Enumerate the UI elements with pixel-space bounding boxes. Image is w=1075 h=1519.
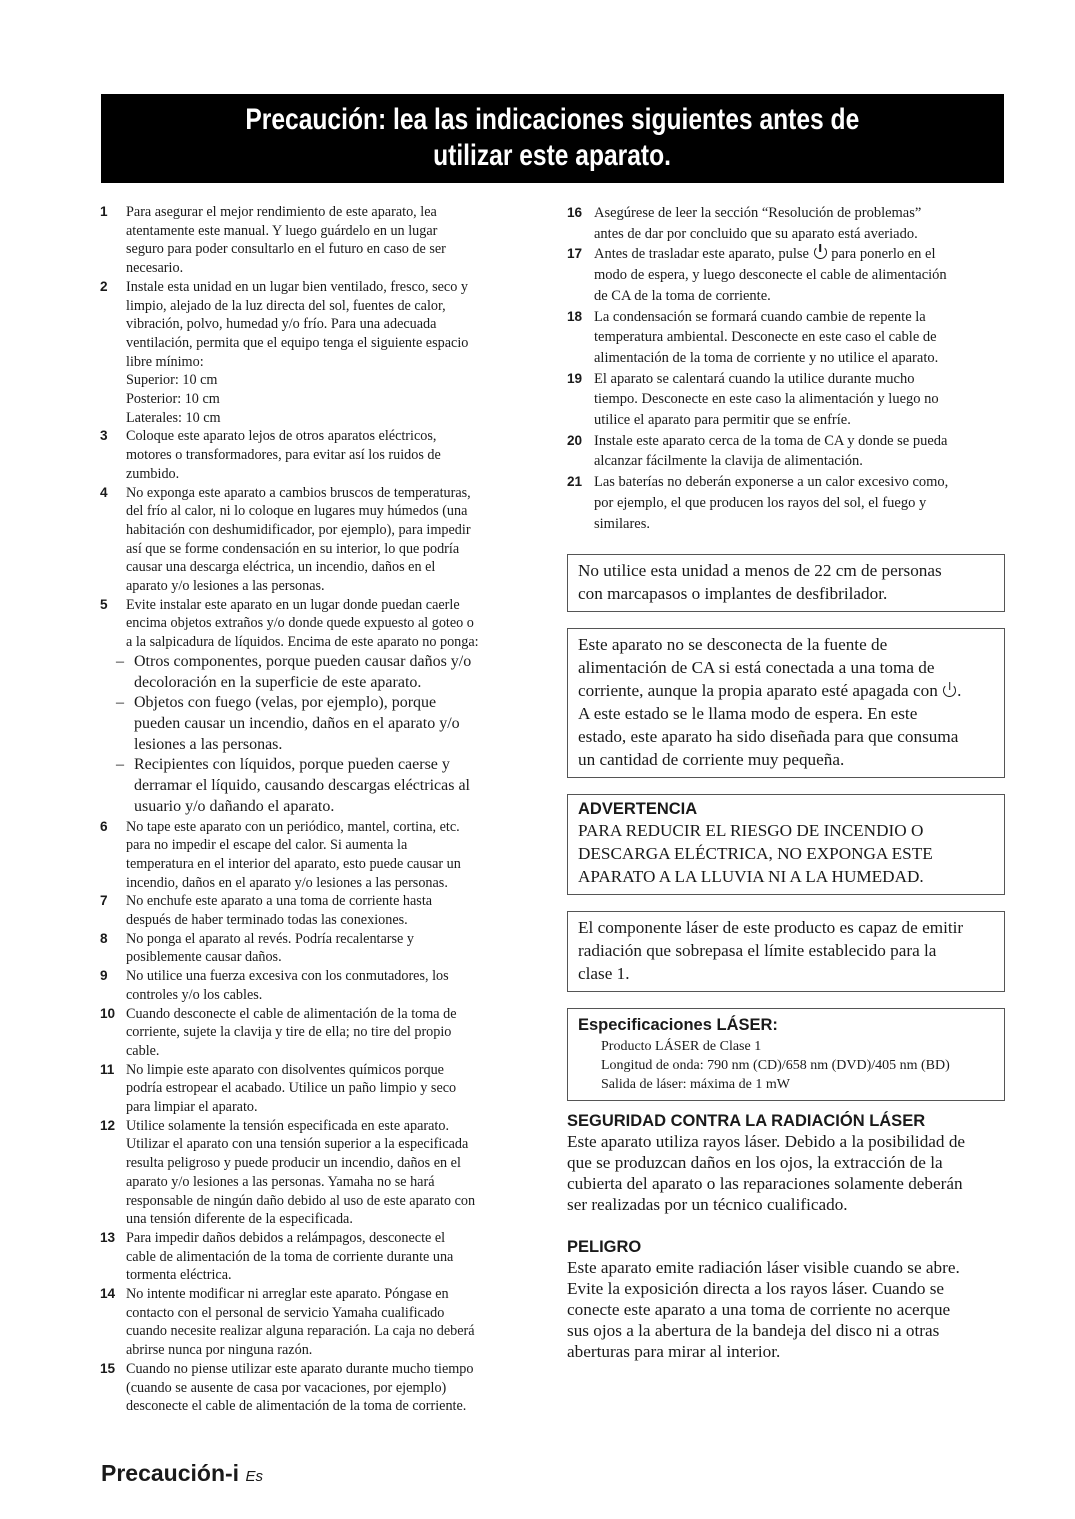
item-number: 19: [567, 370, 583, 386]
item-line: controles y/o los cables.: [126, 986, 263, 1003]
pacemaker-notice-box: [567, 554, 1005, 612]
laser-line: radiación que sobrepasa el límite establecido para la: [578, 941, 937, 961]
numbered-item: [100, 1117, 540, 1229]
sub-item-line: usuario y/o dañando el aparato.: [134, 797, 335, 815]
laser-line: clase 1.: [578, 964, 630, 984]
item-text: [126, 1005, 540, 1061]
item-line: resulta peligroso y puede producir un incendio, daños en el: [126, 1155, 461, 1172]
warning-box: [567, 794, 1005, 895]
item-number: 6: [100, 818, 108, 834]
item-number: 11: [100, 1061, 115, 1077]
item-line: Cuando no piense utilizar este aparato durante mucho tiempo: [126, 1360, 474, 1377]
item-line: Para impedir daños debidos a relámpagos, desconecte el: [126, 1229, 446, 1246]
numbered-item: [100, 1229, 540, 1285]
item-line: corriente, sujete la clavija y tire de ella; no tire del propio: [126, 1024, 452, 1041]
item-line: cuando necesite realizar alguna reparación. La caja no deberá: [126, 1323, 475, 1340]
item-number: 1: [100, 204, 108, 219]
numbered-item: [100, 278, 540, 428]
item-line: Cuando desconecte el cable de alimentación de la toma de: [126, 1005, 457, 1022]
item-number: 16: [567, 205, 583, 220]
numbered-item: [567, 203, 1005, 244]
item-line: aparato y/o lesiones a las personas.: [126, 578, 325, 595]
item-line: alimentación de la toma de corriente y no utilice el aparato.: [594, 349, 939, 366]
power-icon: [814, 246, 827, 259]
footer-label: Precaución-i: [101, 1460, 240, 1486]
spec-line: Producto LÁSER de Clase 1: [601, 1039, 762, 1055]
item-line: así que se forme condensación en su interior, lo que podría: [126, 540, 460, 557]
item-line: para no impedir el escape del calor. Si aumenta la: [126, 837, 408, 854]
numbered-item: [100, 1285, 540, 1360]
item-line: por ejemplo, el que producen los rayos del sol, el fuego y: [594, 494, 927, 511]
item-number: 9: [100, 968, 108, 984]
item-number: 2: [100, 278, 108, 294]
sub-item: [116, 693, 540, 755]
item-number: 13: [100, 1229, 116, 1245]
pacemaker-line: con marcapasos o implantes de desfibrilador.: [578, 584, 888, 604]
numbered-item: [567, 244, 1005, 306]
sub-item-line: Otros componentes, porque pueden causar daños y/o: [134, 652, 472, 670]
item-text: [126, 484, 540, 596]
item-text: [594, 369, 1005, 431]
item-line: habitación con deshumidificador, por ejemplo), para impedir: [126, 521, 471, 538]
item-text: [594, 472, 1005, 534]
item-line: No exponga este aparato a cambios bruscos de temperaturas,: [126, 484, 471, 501]
item-line: Utilice solamente la tensión especificada en este aparato.: [126, 1117, 450, 1134]
danger-line: sus ojos a la abertura de la bandeja del disco ni a otras: [567, 1321, 940, 1341]
item-text: [126, 1061, 540, 1117]
radiation-line: Este aparato utiliza rayos láser. Debido a la posibilidad de: [567, 1132, 966, 1152]
danger-section: [567, 1237, 1005, 1362]
item-number: 10: [100, 1005, 116, 1021]
sub-item: [116, 755, 540, 817]
item-text-a: Antes de trasladar este aparato, pulse: [594, 246, 813, 263]
footer-language: Es: [245, 1468, 263, 1485]
item-line: No tape este aparato con un periódico, mantel, cortina, etc.: [126, 818, 460, 835]
item-line: de CA de la toma de corriente.: [594, 287, 771, 304]
sub-item-line: Recipientes con líquidos, porque pueden caerse y: [134, 756, 450, 774]
danger-line: conecte este aparato a una toma de corriente no acerque: [567, 1300, 951, 1320]
item-line: cable.: [126, 1042, 160, 1059]
spec-line: Salida de láser: máxima de 1 mW: [601, 1077, 790, 1093]
numbered-item: [100, 1005, 540, 1061]
item-line: Instale esta unidad en un lugar bien ventilado, fresco, seco y: [126, 278, 468, 295]
item-line: cable de alimentación de la toma de corriente durante una: [126, 1248, 454, 1265]
item-text: [126, 1360, 540, 1416]
item-text: [594, 307, 1005, 369]
item-line: ventilación, permita que el equipo tenga el siguiente espacio: [126, 334, 469, 351]
item-line: posiblemente causar daños.: [126, 949, 282, 966]
item-line: vibración, polvo, humedad y/o frío. Para una adecuada: [126, 316, 437, 333]
item-line: abrirse nunca por ninguna razón.: [126, 1342, 313, 1359]
item-text: [126, 203, 540, 278]
item-line: desconecte el cable de alimentación de la toma de corriente.: [126, 1398, 467, 1415]
title-line-1: Precaución: lea las indicaciones siguientes antes de: [245, 103, 860, 136]
standby-text-b: .: [957, 681, 962, 701]
numbered-item: [567, 472, 1005, 534]
power-icon: [943, 684, 956, 697]
standby-text-a: corriente, aunque la propia aparato esté apagada con: [578, 681, 943, 701]
left-column: [100, 203, 540, 1416]
danger-line: aberturas para mirar al interior.: [567, 1342, 781, 1362]
sub-item-dash: –: [116, 756, 124, 774]
item-line: El aparato se calentará cuando la utilice durante mucho: [594, 370, 915, 387]
laser-line: El componente láser de este producto es capaz de emitir: [578, 918, 964, 938]
item-line: del frío al calor, ni lo coloque en lugares muy húmedos (una: [126, 503, 468, 520]
radiation-heading: SEGURIDAD CONTRA LA RADIACIÓN LÁSER: [567, 1112, 926, 1131]
sub-item-text: [134, 652, 540, 693]
standby-line: un cantidad de corriente muy pequeña.: [578, 750, 845, 770]
warning-line: APARATO A LA LLUVIA NI A LA HUMEDAD.: [578, 867, 924, 887]
item-text: [594, 244, 1005, 306]
item-line: Evite instalar este aparato en un lugar donde puedan caerle: [126, 596, 460, 613]
numbered-item: [100, 427, 540, 483]
item-number: 15: [100, 1360, 116, 1376]
standby-line: estado, este aparato ha sido diseñada para que consuma: [578, 727, 959, 747]
sub-item-text: [134, 693, 540, 755]
danger-line: Evite la exposición directa a los rayos láser. Cuando se: [567, 1279, 945, 1299]
sub-item-text: [134, 755, 540, 817]
item-line: Posterior: 10 cm: [126, 391, 220, 408]
item-line: motores o transformadores, para evitar así los ruidos de: [126, 447, 441, 464]
numbered-item: [100, 484, 540, 596]
danger-heading: PELIGRO: [567, 1238, 642, 1257]
item-line: No limpie este aparato con disolventes químicos porque: [126, 1061, 444, 1078]
item-text: [126, 1229, 540, 1285]
numbered-item: [100, 203, 540, 278]
item-line: seguro para poder consultarlo en el futuro en caso de ser: [126, 241, 446, 258]
item-line: causar una descarga eléctrica, un incendio, daños en el: [126, 559, 436, 576]
pacemaker-line: No utilice esta unidad a menos de 22 cm de personas: [578, 561, 942, 581]
sub-item-line: decoloración en la superficie de este aparato.: [134, 673, 422, 691]
warning-line: DESCARGA ELÉCTRICA, NO EXPONGA ESTE: [578, 844, 933, 864]
item-number: 5: [100, 596, 108, 612]
item-line: tiempo. Desconecte en este caso la alimentación y luego no: [594, 391, 939, 408]
item-number: 12: [100, 1117, 116, 1133]
radiation-line: ser realizadas por un técnico cualificado.: [567, 1195, 848, 1215]
item-line: una tensión diferente de la especificada.: [126, 1211, 353, 1228]
item-line: temperatura en el interior del aparato, esto puede causar un: [126, 855, 461, 872]
numbered-item: [100, 1061, 540, 1117]
item-number: 18: [567, 308, 583, 324]
item-line: Laterales: 10 cm: [126, 409, 221, 426]
right-column: [567, 203, 1005, 1362]
item-line: responsable de ningún daño debido al uso de este aparato con: [126, 1192, 476, 1209]
right-item-list: [567, 203, 1005, 534]
item-number: 14: [100, 1286, 116, 1302]
item-line: limpio, alejado de la luz directa del sol, fuentes de calor,: [126, 297, 446, 314]
numbered-item: [100, 596, 540, 818]
numbered-item: [567, 431, 1005, 472]
item-line: temperatura ambiental. Desconecte en este caso el cable de: [594, 329, 937, 346]
item-line: La condensación se formará cuando cambie de repente la: [594, 308, 926, 325]
item-text: [594, 431, 1005, 472]
title-line-2: utilizar este aparato.: [433, 139, 672, 172]
danger-paragraph: [567, 1257, 1005, 1362]
item-number: 21: [567, 474, 583, 490]
sub-item-dash: –: [116, 652, 124, 670]
item-line: aparato y/o lesiones a las personas. Yamaha no se hará: [126, 1173, 435, 1190]
item-line: similares.: [594, 515, 650, 532]
item-line: utilice el aparato para permitir que se enfríe.: [594, 412, 851, 429]
numbered-item: [100, 967, 540, 1004]
standby-line: A este estado se le llama modo de espera. En este: [578, 704, 918, 724]
radiation-line: cubierta del aparato o las reparaciones solamente deberán: [567, 1174, 963, 1194]
sub-item-line: lesiones a las personas.: [134, 735, 283, 753]
item-line: después de haber terminado todas las conexiones.: [126, 912, 408, 929]
sub-item: [116, 652, 540, 693]
item-line: libre mínimo:: [126, 353, 204, 370]
item-line: tormenta eléctrica.: [126, 1267, 232, 1284]
item-number: 17: [567, 246, 583, 262]
item-line: encima objetos extraños y/o donde quede expuesto al goteo o: [126, 615, 474, 632]
numbered-item: [100, 1360, 540, 1416]
item-line: zumbido.: [126, 465, 180, 482]
sub-item-line: pueden causar un incendio, daños en el aparato y/o: [134, 714, 460, 732]
item-line: alcanzar fácilmente la clavija de alimentación.: [594, 453, 863, 470]
numbered-item: [100, 818, 540, 893]
standby-line-with-icon: [578, 679, 994, 702]
item-line: incendio, daños en el aparato y/o lesiones a las personas.: [126, 874, 448, 891]
item-line: Las baterías no deberán exponerse a un calor excesivo como,: [594, 474, 949, 491]
radiation-paragraph: [567, 1131, 1005, 1215]
sub-item-line: derramar el líquido, causando descargas eléctricas al: [134, 777, 470, 795]
item-line: a la salpicadura de líquidos. Encima de este aparato no ponga:: [126, 634, 479, 651]
item-text: [126, 892, 540, 929]
item-line: Superior: 10 cm: [126, 372, 218, 389]
item-text-b: para ponerlo en el: [827, 246, 936, 263]
warning-heading: ADVERTENCIA: [578, 800, 698, 819]
item-line: No ponga el aparato al revés. Podría recalentarse y: [126, 930, 414, 947]
item-line: para limpiar el aparato.: [126, 1099, 258, 1116]
item-text: [126, 278, 540, 428]
item-text: [126, 930, 540, 967]
item-line: atentamente este manual. Y luego guárdelo en un lugar: [126, 222, 438, 239]
item-text: [126, 967, 540, 1004]
radiation-line: que se produzcan daños en los ojos, la extracción de la: [567, 1153, 943, 1173]
laser-class-box: [567, 911, 1005, 992]
item-line-with-icon: [594, 244, 1005, 265]
title-banner: [101, 94, 1004, 183]
item-line: No intente modificar ni arreglar este aparato. Póngase en: [126, 1286, 449, 1303]
laser-specs-box: [567, 1008, 1005, 1101]
danger-line: Este aparato emite radiación láser visible cuando se abre.: [567, 1258, 960, 1278]
spec-line: Longitud de onda: 790 nm (CD)/658 nm (DVD)/405 nm (BD): [601, 1058, 950, 1074]
item-text: [126, 818, 540, 893]
item-line: Utilizar el aparato con una tensión superior a la especificada: [126, 1136, 469, 1153]
item-line: No enchufe este aparato a una toma de corriente hasta: [126, 893, 433, 910]
laser-specs-heading: Especificaciones LÁSER:: [578, 1016, 778, 1035]
sub-item-line: Objetos con fuego (velas, por ejemplo), porque: [134, 694, 437, 712]
standby-notice-box: [567, 628, 1005, 778]
item-number: 4: [100, 484, 108, 500]
numbered-item: [567, 307, 1005, 369]
item-line: modo de espera, y luego desconecte el cable de alimentación: [594, 267, 947, 284]
warning-line: PARA REDUCIR EL RIESGO DE INCENDIO O: [578, 821, 924, 841]
item-line: Para asegurar el mejor rendimiento de este aparato, lea: [126, 204, 437, 220]
item-text: [126, 1117, 540, 1229]
radiation-safety-section: [567, 1111, 1005, 1215]
item-line: podría estropear el acabado. Utilice un paño limpio y seco: [126, 1080, 457, 1097]
item-text: [126, 427, 540, 483]
item-line: Instale este aparato cerca de la toma de CA y donde se pueda: [594, 432, 948, 449]
numbered-item: [567, 369, 1005, 431]
item-number: 8: [100, 930, 108, 946]
item-line: Asegúrese de leer la sección “Resolución de problemas”: [594, 205, 922, 221]
page-footer: [101, 1460, 263, 1487]
item-number: 3: [100, 428, 108, 444]
item-text: [126, 1285, 540, 1360]
item-line: antes de dar por concluido que su aparato está averiado.: [594, 225, 918, 242]
numbered-item: [100, 892, 540, 929]
item-text: [116, 596, 540, 818]
numbered-item: [100, 930, 540, 967]
item-line: Coloque este aparato lejos de otros aparatos eléctricos,: [126, 428, 437, 445]
item-number: 20: [567, 432, 583, 448]
item-number: 7: [100, 893, 108, 909]
item-line: No utilice una fuerza excesiva con los conmutadores, los: [126, 968, 449, 985]
item-line: (cuando se ausente de casa por vacaciones, por ejemplo): [126, 1379, 447, 1396]
sub-item-dash: –: [116, 694, 124, 712]
item-line: contacto con el personal de servicio Yamaha cualificado: [126, 1304, 445, 1321]
item-line: necesario.: [126, 260, 184, 277]
standby-line: Este aparato no se desconecta de la fuente de: [578, 635, 888, 655]
standby-line: alimentación de CA si está conectada a una toma de: [578, 658, 935, 678]
item-text: [594, 203, 1005, 244]
